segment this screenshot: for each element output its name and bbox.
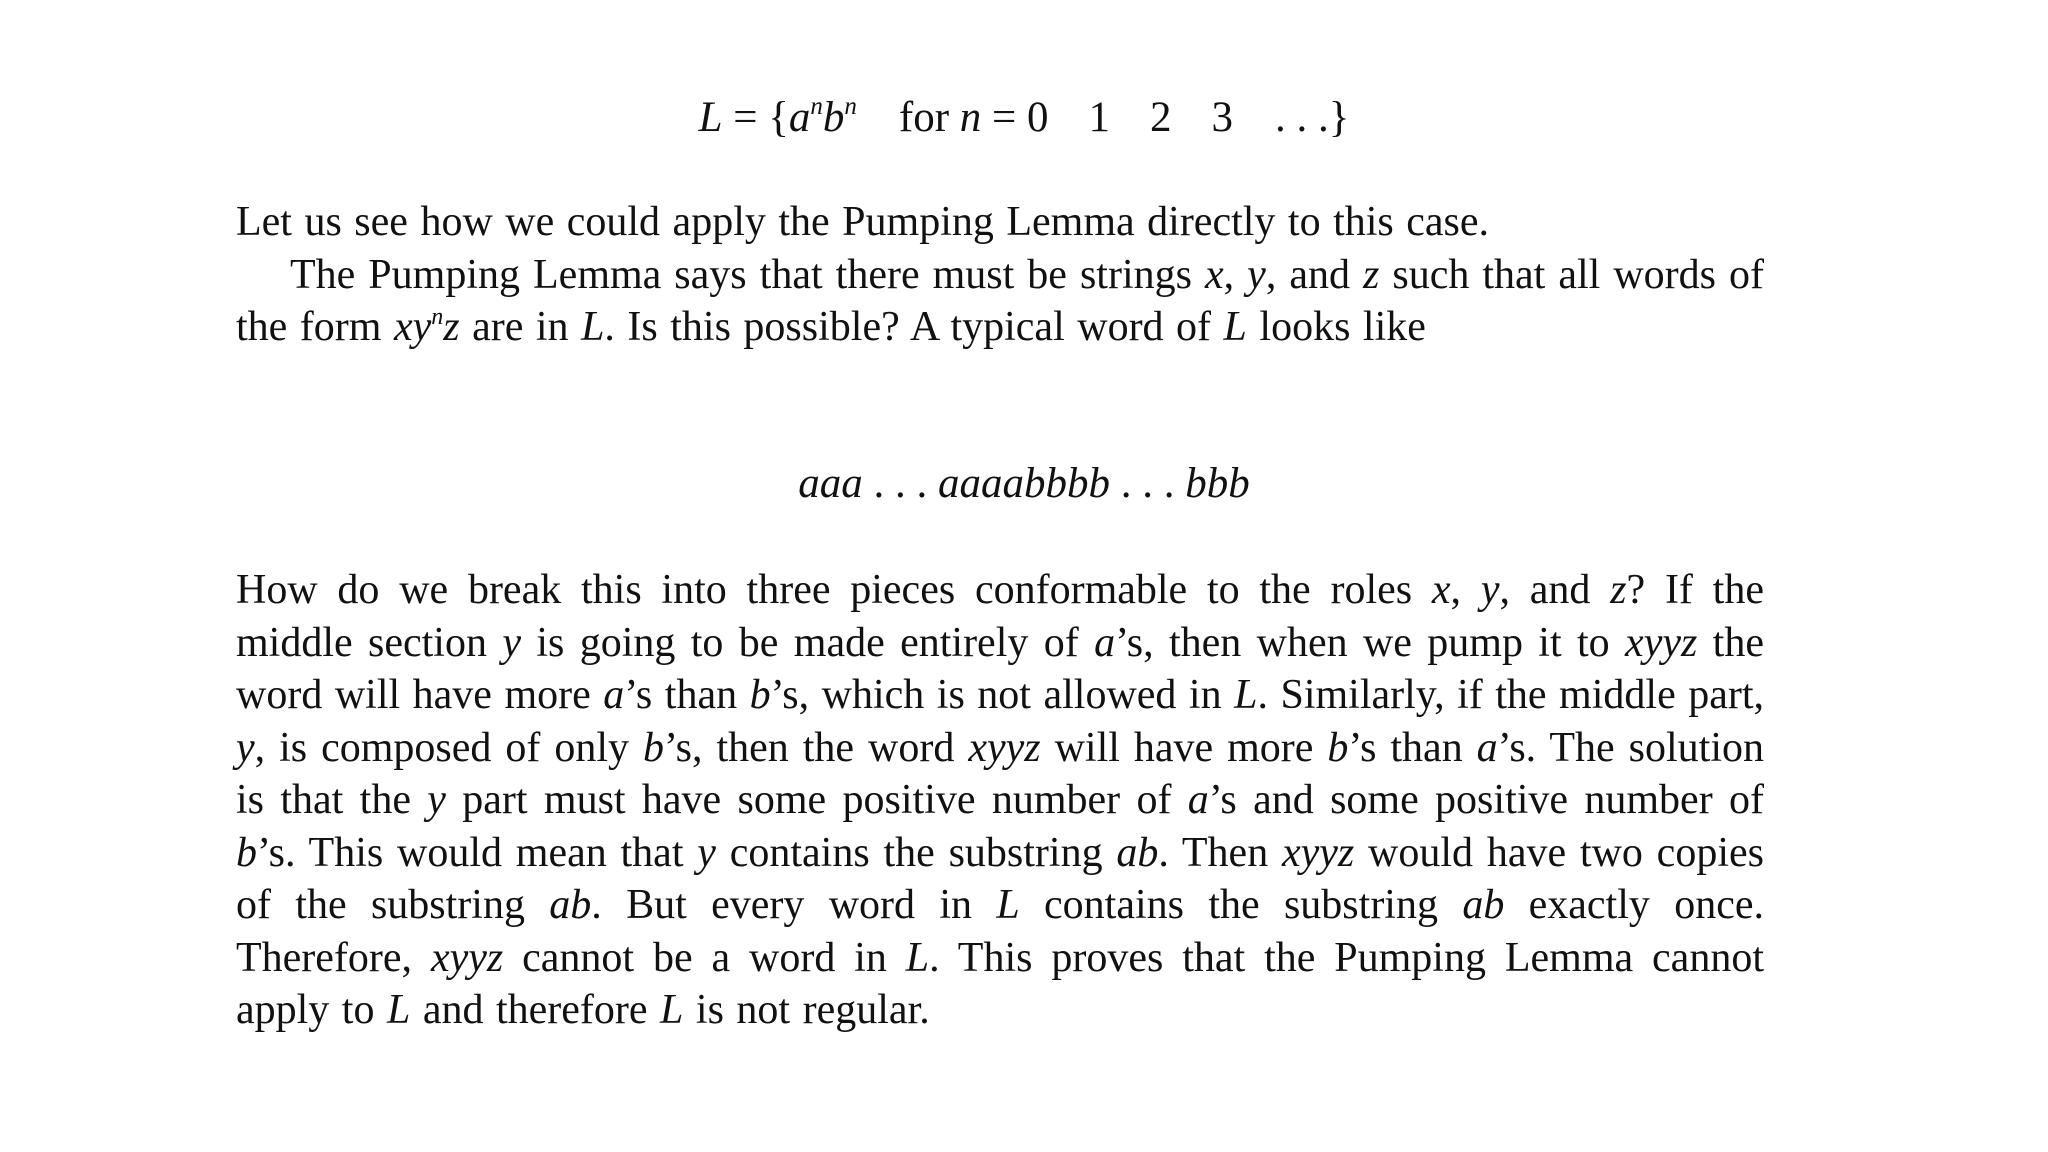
value-0: 0 <box>1027 94 1049 141</box>
paragraph-proof: How do we break this into three pieces conformable to the roles x, y, and z? If the middle section y is going to be made entirely of a’s, then when we pump it to xyyz the word will have more a’s than b’s, which is not allowed in L. Similarly, if the middle part, y, is composed of only b’s, then the word xyyz will have more b’s than a’s. The solution is that the y part must have some positive number of a’s and some positive number of b’s. This would mean that y contains the substring ab. Then xyyz would have two copies of the substring ab. But every word in L contains the substring ab exactly once. Therefore, xyyz cannot be a word in L. This proves that the Pumping Lemma cannot apply to L and therefore L is not regular. <box>236 567 1765 1033</box>
value-2: 2 <box>1150 94 1172 141</box>
for-word: for <box>898 94 950 141</box>
language-definition <box>0 92 2048 144</box>
equals-sign: = <box>992 94 1017 141</box>
open-brace: { <box>768 94 789 141</box>
var-L: L <box>698 94 723 141</box>
word-part: bbb <box>1185 460 1250 507</box>
ellipsis: . . . <box>1110 460 1186 507</box>
exponent-n: n <box>810 93 823 120</box>
typical-word-display <box>0 458 2048 510</box>
ellipsis: . . . <box>862 460 938 507</box>
equals-sign: = <box>733 94 758 141</box>
paragraph-line: Let us see how we could apply the Pumping Lemma directly to this case. <box>236 199 1490 245</box>
var-n: n <box>959 94 982 141</box>
var-b: b <box>822 94 845 141</box>
ellipsis: . . . <box>1275 94 1329 141</box>
value-1: 1 <box>1088 94 1111 141</box>
paragraph-pumping-lemma-intro: Let us see how we could apply the Pumping Lemma directly to this case. The Pumping Lemma says that there must be strings x, y, and z such that all words of the form $xy^nz$ are in L. Is this possible? A typical word of L looks like <box>236 199 1765 350</box>
exponent-n: n <box>844 93 857 120</box>
value-3: 3 <box>1211 94 1234 141</box>
close-brace: } <box>1328 94 1350 141</box>
word-part: aaaabbbb <box>938 460 1110 507</box>
word-part: aaa <box>798 460 863 507</box>
var-a: a <box>788 94 811 141</box>
